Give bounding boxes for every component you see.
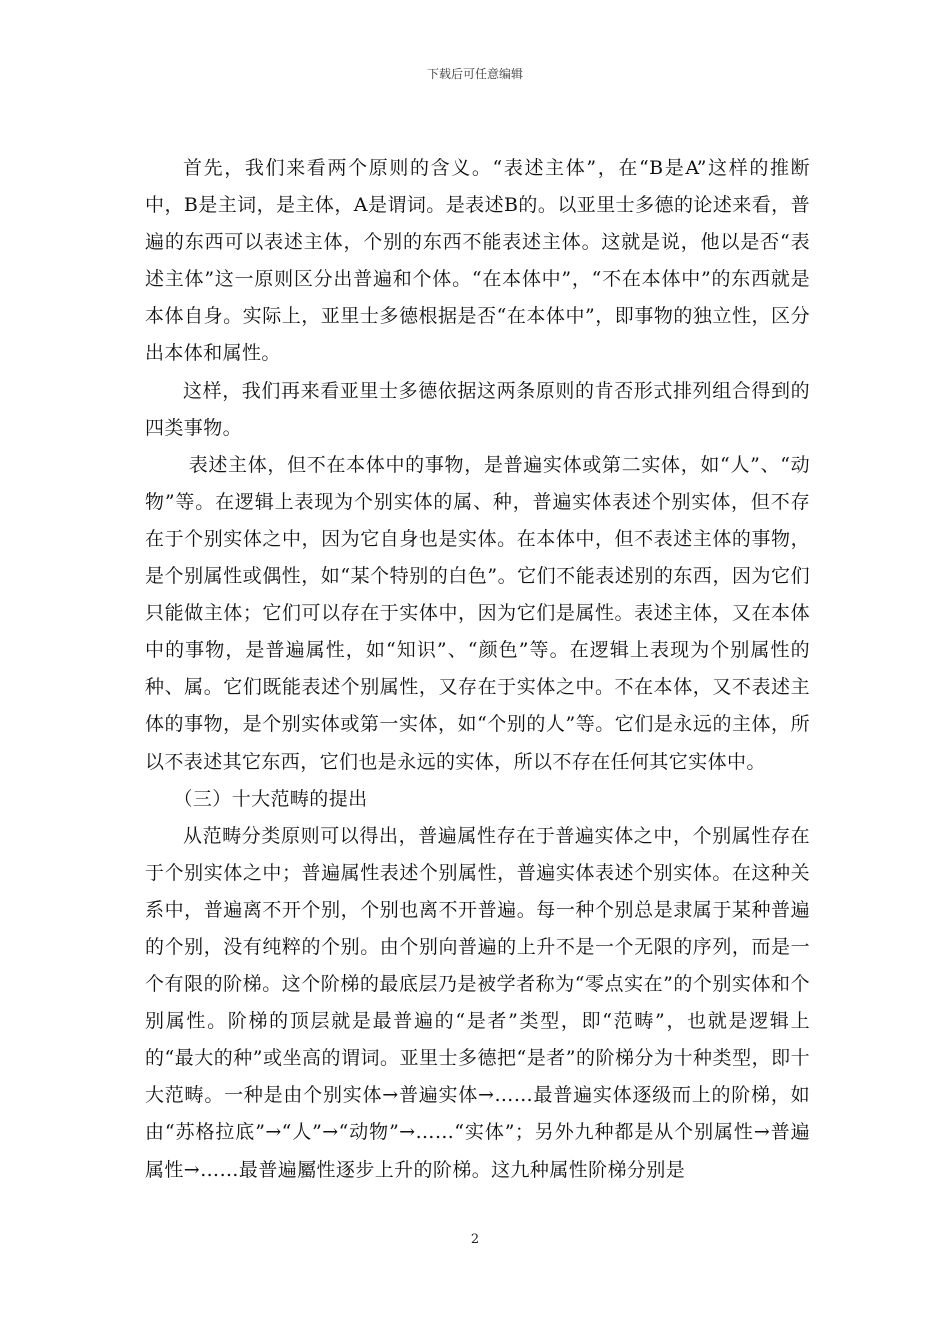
paragraph-four-categories-detail: 表述主体，但不在本体中的事物，是普遍实体或第二实体，如“人”、“动物”等。在逻辑上表现为个别实体的属、种，普遍实体表述个别实体，但不存在于个别实体之中，因为它自身也是实体。在本体中，但不表述主体的事物，是个别属性或偶性，如“某个特别的白色”。它们不能表述别的东西，因为它们只能做主体；它们可以存在于实体中，因为它们是属性。表述主体，又在本体中的事物，是普遍属性，如“知识”、“颜色”等。在逻辑上表现为个别属性的种、属。它们既能表述个别属性，又存在于实体之中。不在本体，又不表述主体的事物，是个别实体或第一实体，如“个别的人”等。它们是永远的主体，所以不表述其它东西，它们也是永远的实体，所以不存在任何其它实体中。 (145, 453, 810, 773)
document-body (145, 150, 810, 1189)
paragraph-four-categories-intro: 这样，我们再来看亚里士多德依据这两条原则的肯否形式排列组合得到的四类事物。 (145, 379, 810, 439)
section-heading: （三）十大范畴的提出 (173, 787, 368, 810)
page-number: 2 (470, 1232, 480, 1247)
paragraph-principles-meaning: 首先，我们来看两个原则的含义。“表述主体”，在“B是A”这样的推断中，B是主词，是主体，A是谓词。是表述B的。以亚里士多德的论述来看，普遍的东西可以表述主体，个别的东西不能表述主体。这就是说，他以是否“表述主体”这一原则区分出普遍和个体。“在本体中”，“不在本体中”的东西就是本体自身。实际上，亚里士多德根据是否“在本体中”，即事物的独立性，区分出本体和属性。 (145, 157, 810, 365)
paragraph-ten-categories: 从范畴分类原则可以得出，普遍属性存在于普遍实体之中，个别属性存在于个别实体之中；普遍属性表述个别属性，普遍实体表述个别实体。在这种关系中，普遍离不开个别，个别也离不开普遍。每一种个别总是隶属于某种普遍的个别，没有纯粹的个别。由个别向普遍的上升不是一个无限的序列，而是一个有限的阶梯。这个阶梯的最底层乃是被学者称为“零点实在”的个别实体和个别属性。阶梯的顶层就是最普遍的“是者”类型，即“范畴”，也就是逻辑上的“最大的种”或坐高的谓词。亚里士多德把“是者”的阶梯分为十种类型，即十大范畴。一种是由个别实体→普遍实体→……最普遍实体逐级而上的阶梯，如由“苏格拉底”→“人”→“动物”→……“实体”；另外九种都是从个别属性→普遍属性→……最普遍屬性逐步上升的阶梯。这九种属性阶梯分别是 (145, 824, 810, 1181)
page-header: 下载后可任意编辑 (426, 67, 523, 81)
